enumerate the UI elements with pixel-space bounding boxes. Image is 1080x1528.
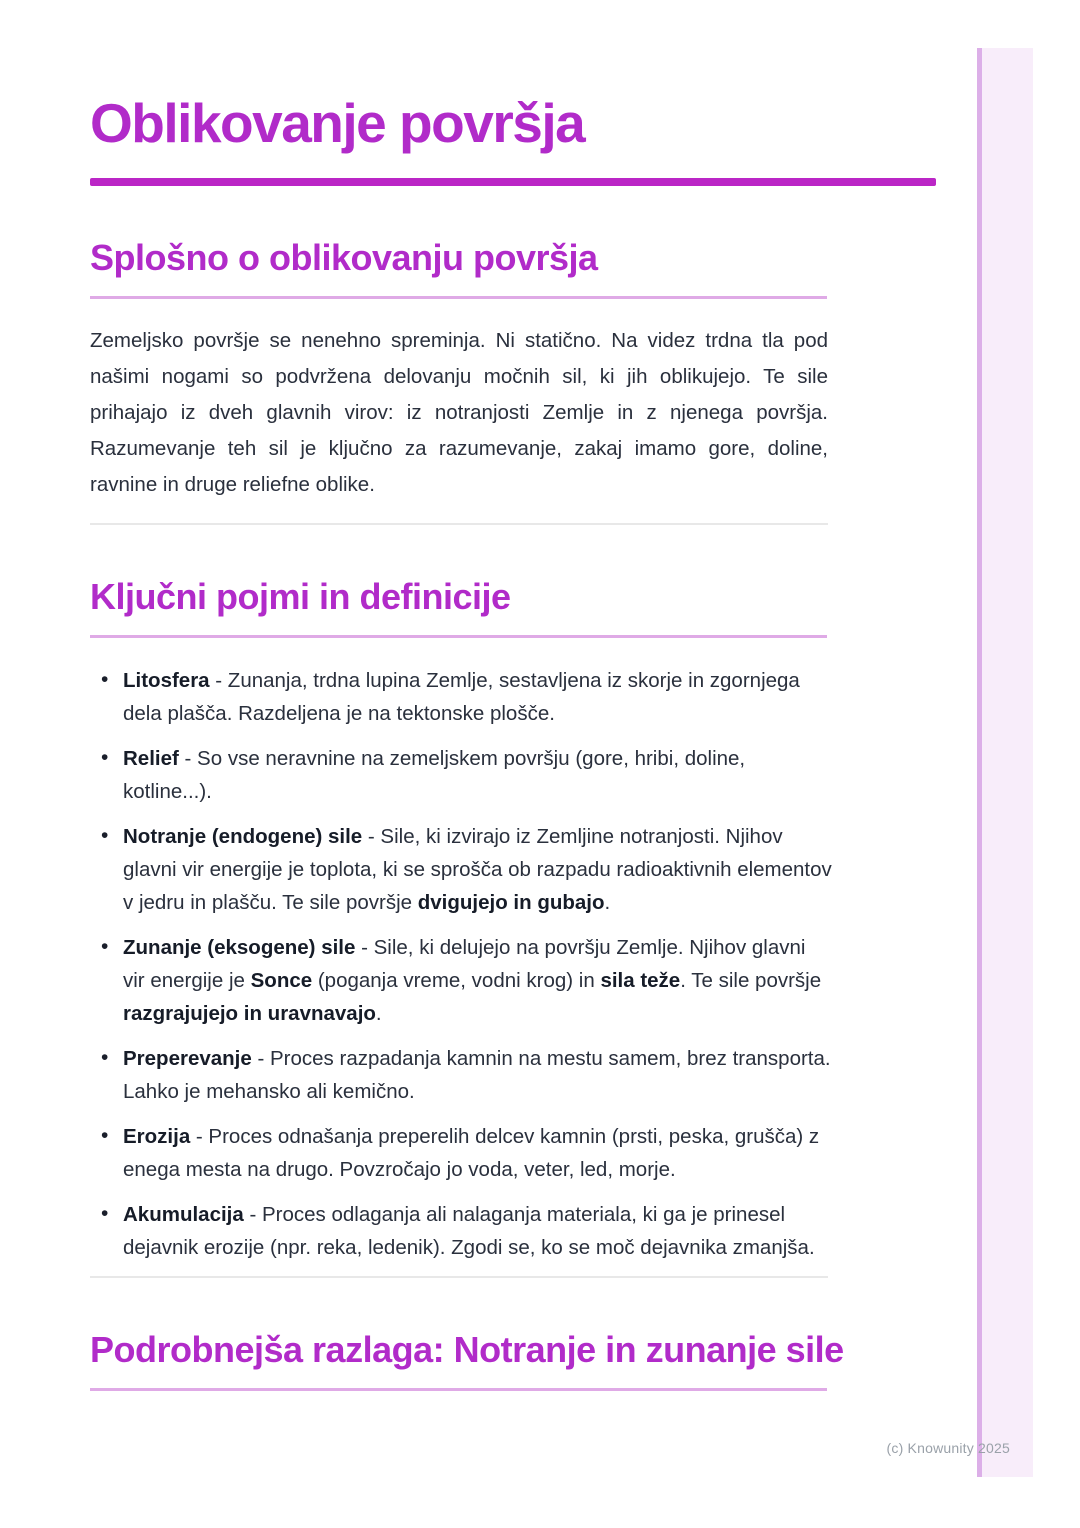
definition-text: . Te sile površje	[680, 968, 822, 992]
term-text: Sonce	[250, 968, 313, 992]
definition-text: - Sile, ki izvirajo iz Zemljine notranjosti. Njihov glavni vir energije je toplota, ki se sprošča ob razpadu radioaktivnih elementov v jedru in plašču. Te sile površje	[123, 824, 832, 914]
definition-text: .	[375, 1001, 382, 1025]
section-divider	[90, 523, 828, 525]
page-title: Oblikovanje površja	[90, 92, 585, 154]
term-text: Preperevanje	[123, 1046, 252, 1070]
heading-rule	[90, 1388, 827, 1391]
term-definition-item	[90, 1120, 832, 1186]
section-divider	[90, 1276, 828, 1278]
copyright-note: (c) Knowunity 2025	[886, 1440, 1010, 1456]
term-text: sila teže	[600, 968, 681, 992]
term-text: dvigujejo in gubajo	[417, 890, 605, 914]
term-definition-item	[90, 664, 832, 730]
term-definition-item	[90, 931, 832, 1030]
definition-text: .	[604, 890, 611, 914]
section-splosno	[90, 235, 936, 503]
term-text: Litosfera	[123, 668, 210, 692]
terms-list	[90, 664, 832, 1264]
definition-text: - So vse neravnine na zemeljskem površju (gore, hribi, doline, kotline...).	[123, 746, 746, 803]
title-rule	[90, 178, 936, 186]
definition-text: - Zunanja, trdna lupina Zemlje, sestavljena iz skorje in zgornjega dela plašča. Razdeljena je na tektonske plošče.	[123, 668, 800, 725]
term-text: razgrajujejo in uravnavajo	[123, 1001, 376, 1025]
term-text: Notranje (endogene) sile	[123, 824, 363, 848]
definition-text: - Proces odlaganja ali nalaganja materiala, ki ga je prinesel dejavnik erozije (npr. reka, ledenik). Zgodi se, ko se moč dejavnika zmanjša.	[123, 1202, 815, 1259]
definition-text: - Sile, ki delujejo na površju Zemlje. Njihov glavni vir energije je	[123, 935, 806, 992]
intro-paragraph: Zemeljsko površje se nenehno spreminja. Ni statično. Na videz trdna tla pod našimi nogami so podvržena delovanju močnih sil, ki jih oblikujejo. Te sile prihajajo iz dveh glavnih virov: iz notranjosti Zemlje in z njenega površja. Razumevanje teh sil je ključno za razumevanje, zakaj imamo gore, doline, ravnine in druge reliefne oblike.	[90, 328, 828, 496]
section-heading-splosno: Splošno o oblikovanju površja	[90, 236, 598, 278]
term-definition-item	[90, 742, 832, 808]
definition-text: - Proces razpadanja kamnin na mestu samem, brez transporta. Lahko je mehansko ali kemično.	[123, 1046, 831, 1103]
term-text: Akumulacija	[123, 1202, 244, 1226]
term-definition-item	[90, 820, 832, 919]
definition-text: (poganja vreme, vodni krog) in	[312, 968, 601, 992]
heading-rule	[90, 635, 827, 638]
term-text: Relief	[123, 746, 179, 770]
section-heading-kljucni-pojmi: Ključni pojmi in definicije	[90, 575, 511, 617]
term-text: Erozija	[123, 1124, 191, 1148]
document-content	[90, 0, 936, 1391]
definition-text: - Proces odnašanja preperelih delcev kamnin (prsti, peska, grušča) z enega mesta na drugo. Povzročajo jo voda, veter, led, morje.	[123, 1124, 820, 1181]
term-definition-item	[90, 1042, 832, 1108]
term-text: Zunanje (eksogene) sile	[123, 935, 356, 959]
term-definition-item	[90, 1198, 832, 1264]
section-podrobnejsa-razlaga	[90, 1327, 936, 1391]
heading-rule	[90, 296, 827, 299]
right-accent-stripe	[977, 48, 1033, 1477]
section-heading-podrobnejsa: Podrobnejša razlaga: Notranje in zunanje sile	[90, 1328, 844, 1370]
section-kljucni-pojmi	[90, 574, 936, 1264]
